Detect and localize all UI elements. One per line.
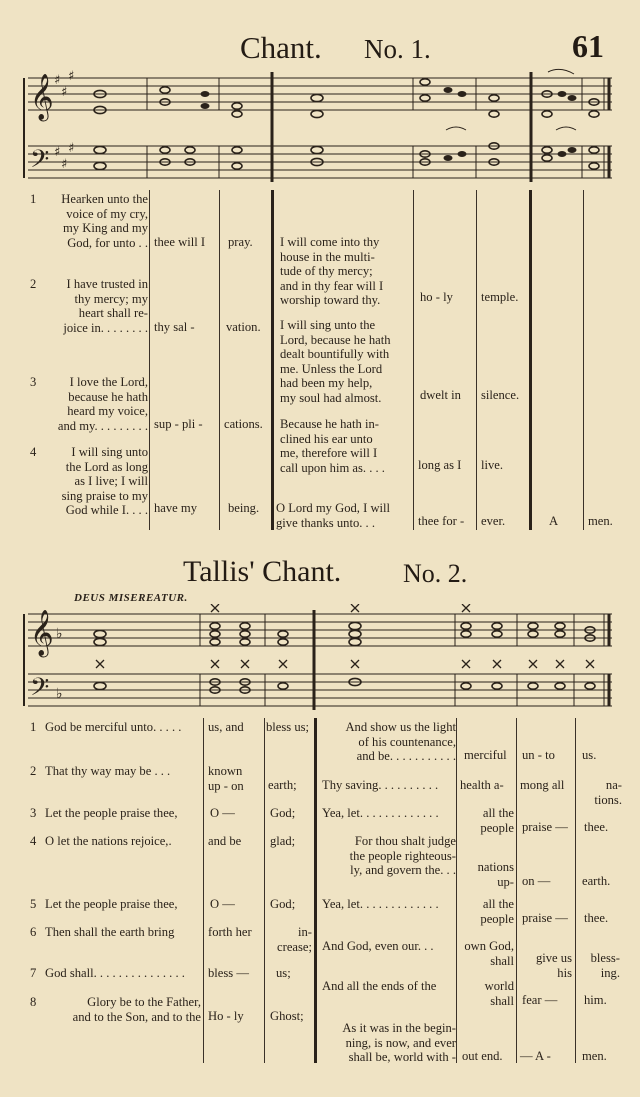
chant1-number: No. 1.	[364, 34, 431, 64]
c1-v4-c7: men.	[588, 514, 613, 528]
c2-r2-text: That thy way may be . . .	[45, 764, 171, 778]
svg-text:♯: ♯	[61, 157, 68, 172]
chant2-score	[0, 604, 640, 714]
c1-v1-c3: I will come into thy house in the multi- tude of thy mercy; and in thy fear will I worship toward thy.	[280, 235, 384, 308]
c2-r3-c6: thee.	[584, 820, 609, 834]
c1-v4-c6: A	[549, 514, 559, 528]
chant2-number: No. 2.	[403, 559, 468, 588]
c1-rule-d	[413, 190, 414, 530]
c2-r6-c3: And God, even our. . .	[322, 939, 434, 953]
c2-r1-c4: merciful	[464, 748, 507, 762]
c1-v1-text: Hearken unto the voice of my cry, my King and my God, for unto . .	[61, 192, 148, 250]
c2-rule-a	[203, 718, 204, 1063]
c1-v2-c2: vation.	[226, 320, 261, 334]
svg-text:♯: ♯	[61, 85, 68, 100]
c2-r6-c6: bless- ing.	[590, 951, 620, 980]
c2-r5-c2: God;	[270, 897, 296, 911]
c1-v2-c3: I will sing unto the Lord, because he hath dealt bountifully with me. Unless the Lord had been my help, my soul had almost.	[280, 318, 391, 405]
c1-v3-c2: cations.	[224, 417, 263, 431]
c2-r1-c1: us, and	[208, 720, 244, 734]
chant1-score	[0, 68, 640, 188]
c2-r6-c2: in- crease;	[277, 925, 312, 954]
c2-r5-c4: all the people	[480, 897, 514, 926]
chant2-subtitle: DEUS MISEREATUR.	[74, 592, 188, 604]
svg-text:𝄞: 𝄞	[30, 74, 54, 120]
c1-v3-text: I love the Lord, because he hath heard my voice, and my. . . . . . . . .	[57, 375, 148, 433]
c2-r2-c2: earth;	[268, 778, 297, 792]
c1-rule-c	[271, 190, 274, 530]
c1-v3-c4: long as I	[418, 458, 462, 472]
c2-r6-c5: give us his	[535, 951, 572, 980]
c2-r1-c3: And show us the light of his countenance, and be. . . . . . . . . . .	[345, 720, 456, 764]
c2-r3-c3: Yea, let. . . . . . . . . . . . .	[322, 806, 439, 820]
c2-rule-d	[456, 718, 457, 1063]
c2-r5-c1: O —	[210, 897, 235, 911]
c2-r1-c2: bless us;	[266, 720, 310, 734]
c2-r7-c1: bless —	[208, 966, 249, 980]
c1-v2-c1: thy sal -	[154, 320, 195, 334]
c1-v1-c2: pray.	[228, 235, 253, 249]
c2-r2-c3: Thy saving. . . . . . . . . .	[322, 778, 439, 792]
c2-rule-c	[314, 718, 317, 1063]
c2-r7-c4: world shall	[484, 979, 514, 1008]
svg-text:♯: ♯	[54, 145, 61, 160]
svg-text:♭: ♭	[56, 626, 63, 642]
c2-r4-c3: For thou shalt judge the people righteous- ly, and govern the. . .	[349, 834, 456, 878]
c2-r7-text: God shall. . . . . . . . . . . . . . .	[45, 966, 185, 980]
c2-rule-b	[264, 718, 265, 1063]
c1-v2-c4: dwelt in	[420, 388, 461, 402]
page-number: 61	[572, 28, 604, 64]
c1-rule-b	[219, 190, 220, 530]
c2-r8-c6: men.	[582, 1049, 607, 1063]
c2-r6-num: 6	[30, 925, 37, 939]
c1-v1-num: 1	[30, 192, 37, 206]
c2-rule-e	[516, 718, 517, 1063]
c1-v4-c5: ever.	[481, 514, 506, 528]
c2-r2-c1: known up - on	[208, 764, 244, 793]
c2-r7-c2: us;	[276, 966, 291, 980]
c2-r3-num: 3	[30, 806, 37, 820]
c2-r8-num: 8	[30, 995, 37, 1009]
c2-r8-c4: out end.	[462, 1049, 503, 1063]
c1-v4-c1: have my	[154, 501, 198, 515]
c2-r8-c5: — A -	[520, 1049, 551, 1063]
c2-r5-c5: praise —	[522, 911, 568, 925]
c1-v3-c1: sup - pli -	[154, 417, 203, 431]
c2-r2-c5: mong all	[520, 778, 565, 792]
c1-v2-c5: silence.	[481, 388, 520, 402]
c1-v4-c4: thee for -	[418, 514, 465, 528]
c2-r4-c2: glad;	[270, 834, 296, 848]
c2-r5-text: Let the people praise thee,	[45, 897, 178, 911]
c1-v4-text: I will sing unto the Lord as long as I live; I will sing praise to my God while I. . . .	[61, 445, 148, 518]
c1-v3-c5: live.	[481, 458, 504, 472]
c2-r8-text: Glory be to the Father, and to the Son, and to the	[72, 995, 201, 1024]
c2-r8-c3: As it was in the begin- ning, is now, and ever shall be, world with -	[342, 1021, 456, 1065]
c2-r6-c4: own God, shall	[464, 939, 514, 968]
c2-r2-c4: health a-	[460, 778, 504, 792]
c2-r3-c5: praise —	[522, 820, 568, 834]
c2-r5-c3: Yea, let. . . . . . . . . . . . .	[322, 897, 439, 911]
c2-r4-c1: and be	[208, 834, 242, 848]
c2-r3-c4: all the people	[480, 806, 514, 835]
svg-text:𝄢: 𝄢	[30, 145, 50, 180]
c2-r2-num: 2	[30, 764, 37, 778]
svg-text:♯: ♯	[68, 141, 75, 156]
c1-v1-c5: temple.	[481, 290, 519, 304]
chant2-title: Tallis' Chant.	[183, 555, 342, 588]
c2-r7-c5: fear —	[522, 993, 558, 1007]
c1-v4-num: 4	[30, 445, 37, 459]
c2-r1-num: 1	[30, 720, 37, 734]
c1-v1-c1: thee will I	[154, 235, 206, 249]
svg-text:♯: ♯	[68, 69, 75, 84]
c2-r1-c6: us.	[582, 748, 597, 762]
c2-r4-c5: on —	[522, 874, 551, 888]
c1-rule-a	[149, 190, 150, 530]
c2-r1-text: God be merciful unto. . . . .	[45, 720, 182, 734]
c1-v1-c4: ho - ly	[420, 290, 453, 304]
c1-v2-num: 2	[30, 277, 37, 291]
c2-r1-c5: un - to	[522, 748, 555, 762]
c1-v4-c3: O Lord my God, I will give thanks unto. . .	[276, 501, 391, 530]
c1-rule-f	[529, 190, 532, 530]
c1-v4-c2: being.	[228, 501, 260, 515]
chant1-title: Chant.	[240, 30, 322, 65]
c2-r5-c6: thee.	[584, 911, 609, 925]
svg-text:♭: ♭	[56, 686, 63, 702]
c2-r3-c1: O —	[210, 806, 235, 820]
c2-r7-c6: him.	[584, 993, 607, 1007]
c2-r3-text: Let the people praise thee,	[45, 806, 178, 820]
c1-v2-text: I have trusted in thy mercy; my heart shall re- joice in. . . . . . . .	[63, 277, 148, 335]
svg-text:♯: ♯	[54, 73, 61, 88]
c2-r4-c6: earth.	[582, 874, 611, 888]
c2-r8-c1: Ho - ly	[208, 1009, 244, 1023]
c1-rule-g	[583, 190, 584, 530]
c2-r5-num: 5	[30, 897, 37, 911]
c2-rule-f	[575, 718, 576, 1063]
c2-r4-c4: nations up-	[477, 860, 514, 889]
c1-v3-c3: Because he hath in- clined his ear unto me, therefore will I call upon him as. . . .	[280, 417, 385, 475]
c1-rule-e	[476, 190, 477, 530]
svg-text:𝄞: 𝄞	[30, 610, 54, 656]
c1-v3-num: 3	[30, 375, 37, 389]
c2-r6-text: Then shall the earth bring	[45, 925, 175, 939]
c2-r4-num: 4	[30, 834, 37, 848]
c2-r3-c2: God;	[270, 806, 296, 820]
c2-r7-num: 7	[30, 966, 37, 980]
c2-r2-c6: na- tions.	[594, 778, 622, 807]
c2-r7-c3: And all the ends of the	[322, 979, 437, 993]
c2-r6-c1: forth her	[208, 925, 252, 939]
svg-text:𝄢: 𝄢	[30, 673, 50, 708]
c2-r4-text: O let the nations rejoice,.	[45, 834, 172, 848]
c2-r8-c2: Ghost;	[270, 1009, 304, 1023]
